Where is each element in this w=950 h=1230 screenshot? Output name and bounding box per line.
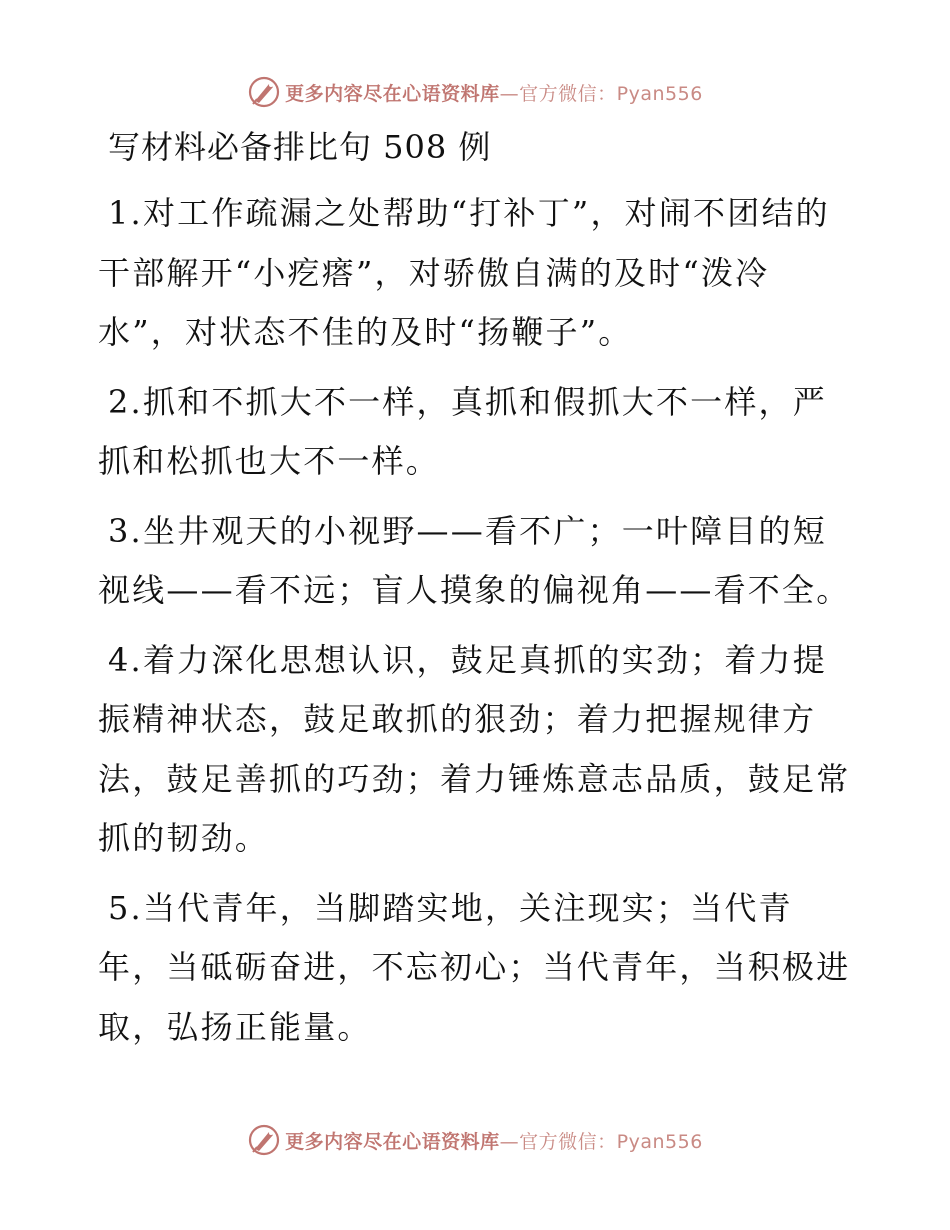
paragraph-1 [98,184,853,363]
paragraph-text: 当代青年，当脚踏实地，关注现实；当代青年，当砥砺奋进，不忘初心；当代青年，当积极进取，弘扬正能量。 [98,888,851,1046]
paragraph-text: 坐井观天的小视野——看不广；一叶障目的短视线——看不远；盲人摸象的偏视角——看不全。 [98,511,851,609]
paragraph-text: 抓和不抓大不一样，真抓和假抓大不一样，严抓和松抓也大不一样。 [98,382,827,480]
paragraph-5 [98,879,853,1058]
paragraph-4 [98,631,853,869]
quill-pen-logo-icon [247,75,281,109]
paragraph-text: 对工作疏漏之处帮助“打补丁”，对闹不团结的干部解开“小疙瘩”，对骄傲自满的及时“泼冷水”，对状态不佳的及时“扬鞭子”。 [98,194,830,351]
banner-text: 更多内容尽在心语资料库—官方微信：Pyan556 [285,82,703,105]
paragraph-3 [98,502,853,621]
paragraph-number: 4. [108,640,143,679]
paragraph-number: 2. [108,382,143,421]
header-banner [0,72,950,112]
paragraph-2 [98,373,853,492]
document-body [98,122,853,1067]
quill-pen-logo-icon [247,1123,281,1157]
paragraph-number: 3. [108,511,143,550]
footer-banner [0,1120,950,1160]
paragraph-text: 着力深化思想认识，鼓足真抓的实劲；着力提振精神状态，鼓足敢抓的狠劲；着力把握规律方法，鼓足善抓的巧劲；着力锤炼意志品质，鼓足常抓的韧劲。 [98,640,851,857]
document-title: 写材料必备排比句 508 例 [108,128,492,166]
banner-text: 更多内容尽在心语资料库—官方微信：Pyan556 [285,1130,703,1153]
paragraph-number: 1. [108,194,143,232]
paragraph-number: 5. [108,888,143,927]
